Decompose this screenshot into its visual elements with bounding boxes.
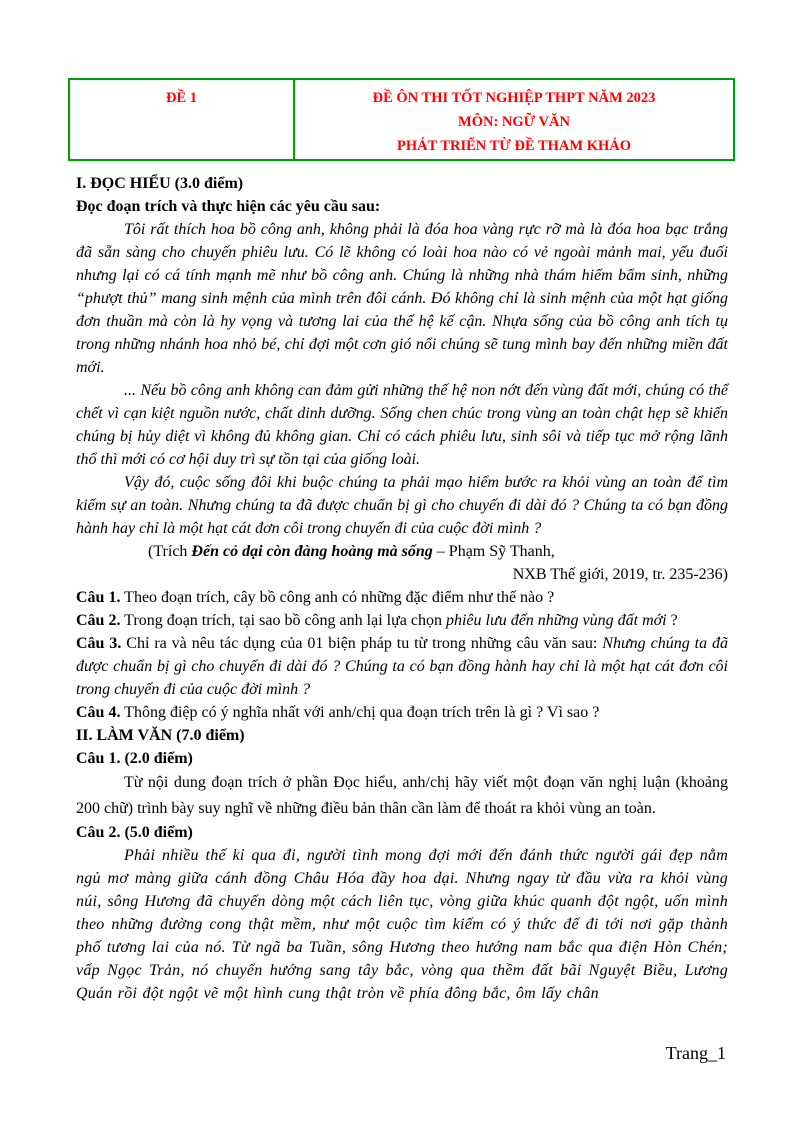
- question-4-label: Câu 4.: [76, 704, 121, 721]
- source-citation: [76, 540, 728, 563]
- source-publisher: NXB Thế giới, 2019, tr. 235-236): [512, 566, 728, 583]
- exam-subject: MÔN: NGỮ VĂN: [458, 114, 570, 130]
- question-2-end: ?: [666, 612, 678, 629]
- question-3-text: Chỉ ra và nêu tác dụng của 01 biện pháp tu từ trong những câu văn sau:: [121, 635, 603, 652]
- source-prefix: (Trích: [148, 543, 192, 560]
- source-title: Đến cỏ dại còn đàng hoàng mà sống: [191, 543, 433, 560]
- passage-paragraph-1: Tôi rất thích hoa bồ công anh, không phải là đóa hoa vàng rực rỡ mà là đóa hoa bạc trắng đã sẵn sàng cho chuyến phiêu lưu. Có lẽ không có loài hoa nào có vẻ ngoài mảnh mai, yếu đuối nhưng lại có cá tính mạnh mẽ như bồ công anh. Chúng là những nhà thám hiểm bẩm sinh, những “phượt thủ” mang sinh mệnh của mình trên đôi cánh. Đó không chỉ là sinh mệnh của một hạt giống đơn thuần mà còn là hy vọng và tương lai của thế hệ kế cận. Nhựa sống của bồ công anh tích tụ trong những nhánh hoa nhỏ bé, chỉ đợi một cơn gió nổi chúng sẽ tung mình bay đến những miền đất mới.: [76, 221, 728, 376]
- question-1-label: Câu 1.: [76, 589, 121, 606]
- page-number: Trang_1: [665, 1043, 726, 1063]
- exam-number-text: ĐỀ 1: [165, 90, 198, 106]
- document-body: [76, 172, 728, 1005]
- question-2-text: Trong đoạn trích, tại sao bồ công anh lại lựa chọn: [120, 612, 446, 629]
- header-table: [68, 78, 735, 161]
- exam-title-cell: [294, 79, 734, 160]
- essay-question-2-heading: Câu 2. (5.0 điểm): [76, 824, 193, 841]
- question-4: [76, 701, 728, 724]
- question-3-label: Câu 3.: [76, 635, 122, 652]
- essay-question-1-text: Từ nội dung đoạn trích ở phần Đọc hiểu, anh/chị hãy viết một đoạn văn nghị luận (khoảng 200 chữ) trình bày suy nghĩ về những điều bản thân cần làm để thoát ra khỏi vùng an toàn.: [76, 774, 728, 817]
- question-2-italic: phiêu lưu đến những vùng đất mới: [445, 612, 667, 629]
- exam-subtitle: PHÁT TRIỂN TỪ ĐỀ THAM KHẢO: [396, 138, 632, 154]
- part1-heading: I. ĐỌC HIỂU (3.0 điểm): [76, 175, 244, 192]
- question-2: [76, 609, 728, 632]
- source-author: – Phạm Sỹ Thanh,: [432, 543, 555, 560]
- question-1-text: Theo đoạn trích, cây bồ công anh có những đặc điểm như thế nào ?: [120, 589, 555, 606]
- exam-number: [69, 79, 294, 160]
- exam-title: ĐỀ ÔN THI TỐT NGHIỆP THPT NĂM 2023: [372, 90, 656, 106]
- question-4-text: Thông điệp có ý nghĩa nhất với anh/chị qua đoạn trích trên là gì ? Vì sao ?: [120, 704, 600, 721]
- passage-paragraph-2: ... Nếu bồ công anh không can đảm gửi những thế hệ non nớt đến vùng đất mới, chúng có thể chết vì cạn kiệt nguồn nước, chất dinh dưỡng. Sống chen chúc trong vùng an toàn chật hẹp sẽ khiến chúng bị hủy diệt vì không đủ không gian. Chỉ có cách phiêu lưu, sinh sôi và tiếp tục mở rộng lãnh thổ thì mới có cơ hội duy trì sự tồn tại của giống loài.: [76, 382, 728, 468]
- part2-heading: II. LÀM VĂN (7.0 điểm): [76, 727, 245, 744]
- essay-question-2-passage: Phải nhiều thế kỉ qua đi, người tình mong đợi mới đến đánh thức người gái đẹp nằm ngủ mơ màng giữa cánh đồng Châu Hóa đầy hoa dại. Nhưng ngay từ đầu vừa ra khỏi vùng núi, sông Hương đã chuyển dòng một cách liên tục, vòng giữa khúc quanh đột ngột, uốn mình theo những đường cong thật mềm, như một cuộc tìm kiếm có ý thức để đi tới nơi gặp thành phố tương lai của nó. Từ ngã ba Tuần, sông Hương theo hướng nam bắc qua điện Hòn Chén; vấp Ngọc Trản, nó chuyển hướng sang tây bắc, vòng qua thềm đất bãi Nguyệt Biều, Lương Quán rồi đột ngột vẽ một hình cung thật tròn về phía đông bắc, ôm lấy chân: [76, 847, 728, 1002]
- question-1: [76, 586, 728, 609]
- passage-paragraph-3: Vậy đó, cuộc sống đôi khi buộc chúng ta phải mạo hiểm bước ra khỏi vùng an toàn để tìm kiếm sự an toàn. Nhưng chúng ta đã được chuẩn bị gì cho chuyến đi dài đó ? Chúng ta có bạn đồng hành hay chỉ là một hạt cát đơn côi trong chuyến đi của cuộc đời mình ?: [76, 474, 728, 537]
- part1-instruction: Đọc đoạn trích và thực hiện các yêu cầu sau:: [76, 198, 381, 215]
- question-3: [76, 632, 728, 701]
- essay-question-1-heading: Câu 1. (2.0 điểm): [76, 750, 193, 767]
- question-3-italic: Nhưng chúng ta đã được chuẩn bị gì cho chuyến đi dài đó ? Chúng ta có bạn đồng hành hay chỉ là một hạt cát đơn côi trong chuyến đi của cuộc đời mình ?: [76, 635, 728, 698]
- question-2-label: Câu 2.: [76, 612, 121, 629]
